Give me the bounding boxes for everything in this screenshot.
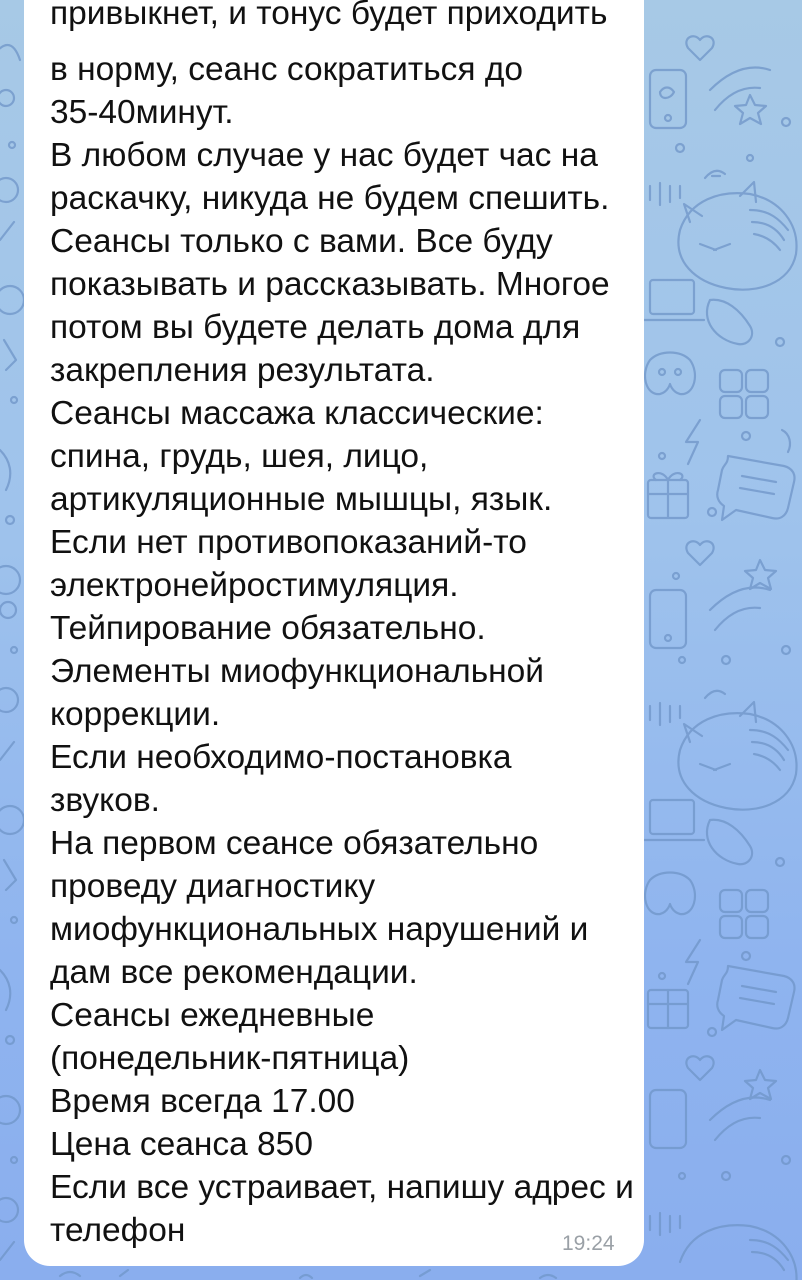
phone-icon (650, 70, 686, 128)
message-timestamp: 19:24 (562, 1232, 615, 1255)
message-line: 35-40минут. (50, 94, 234, 131)
message-line: На первом сеансе обязательно (50, 825, 539, 862)
cat-icon (678, 182, 796, 290)
message-line: В любом случае у нас будет час на (50, 137, 598, 174)
message-line: Элементы миофункциональной (50, 653, 545, 690)
message-line: Если нет противопоказаний-то (50, 524, 527, 561)
message-line: дам все рекомендации. (50, 954, 418, 991)
message-line: артикуляционные мышцы, язык. (50, 481, 553, 518)
message-line: звуков. (50, 782, 160, 819)
message-line: потом вы будете делать дома для (50, 309, 581, 346)
star-icon (735, 95, 766, 124)
message-line: Цена сеанса 850 (50, 1126, 313, 1163)
message-line: Сеансы только с вами. Все буду (50, 223, 553, 260)
lightning-icon (686, 420, 700, 464)
message-line: закрепления результата. (50, 352, 435, 389)
message-line: показывать и рассказывать. Многое (50, 266, 610, 303)
laptop-icon (640, 280, 704, 320)
message-line: миофункциональных нарушений и (50, 911, 589, 948)
message-line: телефон (50, 1212, 186, 1249)
message-line: привыкнет, и тонус будет приходить (50, 0, 608, 32)
message-line: раскачку, никуда не будем спешить. (50, 180, 610, 217)
message-line: электронейростимуляция. (50, 567, 459, 604)
message-line: Тейпирование обязательно. (50, 610, 486, 647)
controller-icon (645, 353, 695, 395)
message-line: Сеансы ежедневные (50, 997, 375, 1034)
message-line: (понедельник-пятница) (50, 1040, 410, 1077)
heart-icon (686, 36, 713, 60)
message-line: в норму, сеанс сократиться до (50, 51, 524, 88)
message-line: Время всегда 17.00 (50, 1083, 355, 1120)
message-line: коррекции. (50, 696, 221, 733)
message-line: Если все устраивает, напишу адрес и (50, 1169, 634, 1206)
message-line: Если необходимо-постановка (50, 739, 512, 776)
message-line: Сеансы массажа классические: (50, 395, 544, 432)
umbrella-icon (0, 45, 20, 60)
message-line: спина, грудь, шея, лицо, (50, 438, 429, 475)
chat-bubble-icon (717, 456, 794, 520)
gift-icon (648, 473, 688, 518)
message-line: проведу диагностику (50, 868, 376, 905)
